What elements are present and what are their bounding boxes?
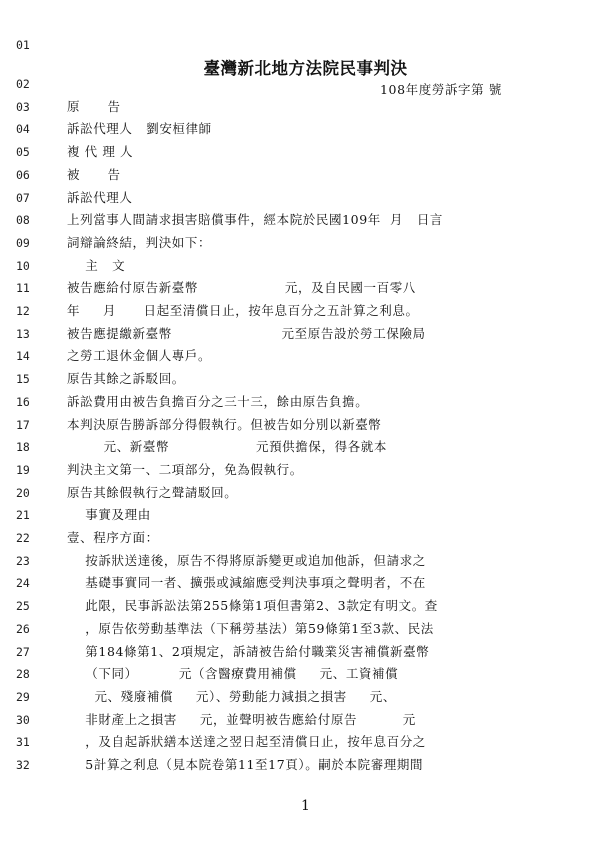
document-line: 年 月 日起至清償日止，按年息百分之五計算之利息。 <box>67 303 419 318</box>
document-line: 按訴狀送達後，原告不得將原訴變更或追加他訴，但請求之 <box>67 552 426 568</box>
line-number: 29 <box>16 689 30 704</box>
document-line: 基礎事實同一者、擴張或減縮應受判決事項之聲明者，不在 <box>67 575 426 591</box>
line-number: 28 <box>16 667 30 682</box>
line-number: 12 <box>16 304 30 318</box>
document-line: 訴訟代理人 <box>67 189 133 205</box>
line-number: 07 <box>16 190 30 205</box>
document-line: （下同） 元（含醫療費用補償 元、工資補償 <box>67 666 399 682</box>
line-number: 11 <box>16 281 30 296</box>
line-number: 20 <box>16 485 30 500</box>
document-line: ，及自起訴狀繕本送達之翌日起至清償日止，按年息百分之 <box>67 734 426 750</box>
document-line: 上列當事人間請求損害賠償事件，經本院於民國109年 月 日言 <box>67 212 444 228</box>
line-number: 05 <box>16 145 30 160</box>
document-line: 被告應給付原告新臺幣 元，及自民國一百零八 <box>67 280 416 296</box>
document-line: 被告應提繳新臺幣 元至原告設於勞工保險局 <box>67 325 426 341</box>
line-number: 09 <box>16 235 30 250</box>
document-line: 複 代 理 人 <box>67 144 134 160</box>
line-number: 04 <box>16 122 30 137</box>
line-number: 19 <box>16 462 30 477</box>
line-number: 08 <box>16 213 30 228</box>
document-line: 詞辯論終結，判決如下： <box>67 234 212 250</box>
document-line: 事實及理由 <box>67 507 151 523</box>
document-line: 訴訟代理人 劉安桓律師 <box>67 121 212 137</box>
document-line: 原 告 <box>67 98 121 114</box>
page-number: 1 <box>301 798 310 814</box>
line-number: 25 <box>16 599 30 614</box>
line-number: 10 <box>16 258 30 273</box>
line-number: 22 <box>16 531 30 545</box>
line-number: 30 <box>16 712 30 727</box>
case-number: 108年度勞訴字第 號 <box>380 82 502 97</box>
line-number: 01 <box>16 38 30 52</box>
document-line: 判決主文第一、二項部分，免為假執行。 <box>67 461 303 477</box>
document-line: 壹、程序方面： <box>67 530 159 545</box>
document-line: 訴訟費用由被告負擔百分之三十三，餘由原告負擔。 <box>67 393 369 409</box>
document-line: 此限，民事訴訟法第255條第1項但書第2、3款定有明文。查 <box>67 598 438 614</box>
document-line: 之勞工退休金個人專戶。 <box>67 348 212 364</box>
document-line: 本判決原告勝訴部分得假執行。但被告如分別以新臺幣 <box>67 416 382 432</box>
line-number: 24 <box>16 576 30 591</box>
line-number: 31 <box>16 735 30 750</box>
document-line: 被 告 <box>67 166 121 182</box>
page-title: 臺灣新北地方法院民事判決 <box>203 59 408 78</box>
line-number: 14 <box>16 349 30 364</box>
document-line: 元、殘廢補償 元）、勞動能力減損之損害 元、 <box>67 688 396 704</box>
document-line: ，原告依勞動基準法（下稱勞基法）第59條第1至3款、民法 <box>67 620 434 636</box>
line-number: 03 <box>16 99 30 114</box>
line-number: 26 <box>16 621 30 636</box>
document-line: 第184條第1、2項規定，訴請被告給付職業災害補償新臺幣 <box>67 643 430 659</box>
document-line: 主 文 <box>67 257 126 273</box>
document-line: 非財產上之損害 元，並聲明被告應給付原告 元 <box>67 711 416 727</box>
document-line: 原告其餘之訴駁回。 <box>67 371 185 387</box>
line-number: 32 <box>16 758 30 772</box>
line-number: 06 <box>16 167 30 182</box>
document-line: 5計算之利息（見本院卷第11至17頁）。嗣於本院審理期間 <box>67 757 424 772</box>
line-number: 02 <box>16 77 30 91</box>
line-number: 23 <box>16 553 30 568</box>
line-number: 16 <box>16 394 30 409</box>
line-number: 17 <box>16 417 30 432</box>
line-number: 18 <box>16 440 30 455</box>
document-line: 元、新臺幣 元預供擔保，得各就本 <box>67 439 387 455</box>
line-number: 21 <box>16 508 30 523</box>
line-number: 13 <box>16 326 30 341</box>
line-number: 15 <box>16 372 30 387</box>
line-number: 27 <box>16 644 30 659</box>
document-line: 原告其餘假執行之聲請駁回。 <box>67 484 238 500</box>
